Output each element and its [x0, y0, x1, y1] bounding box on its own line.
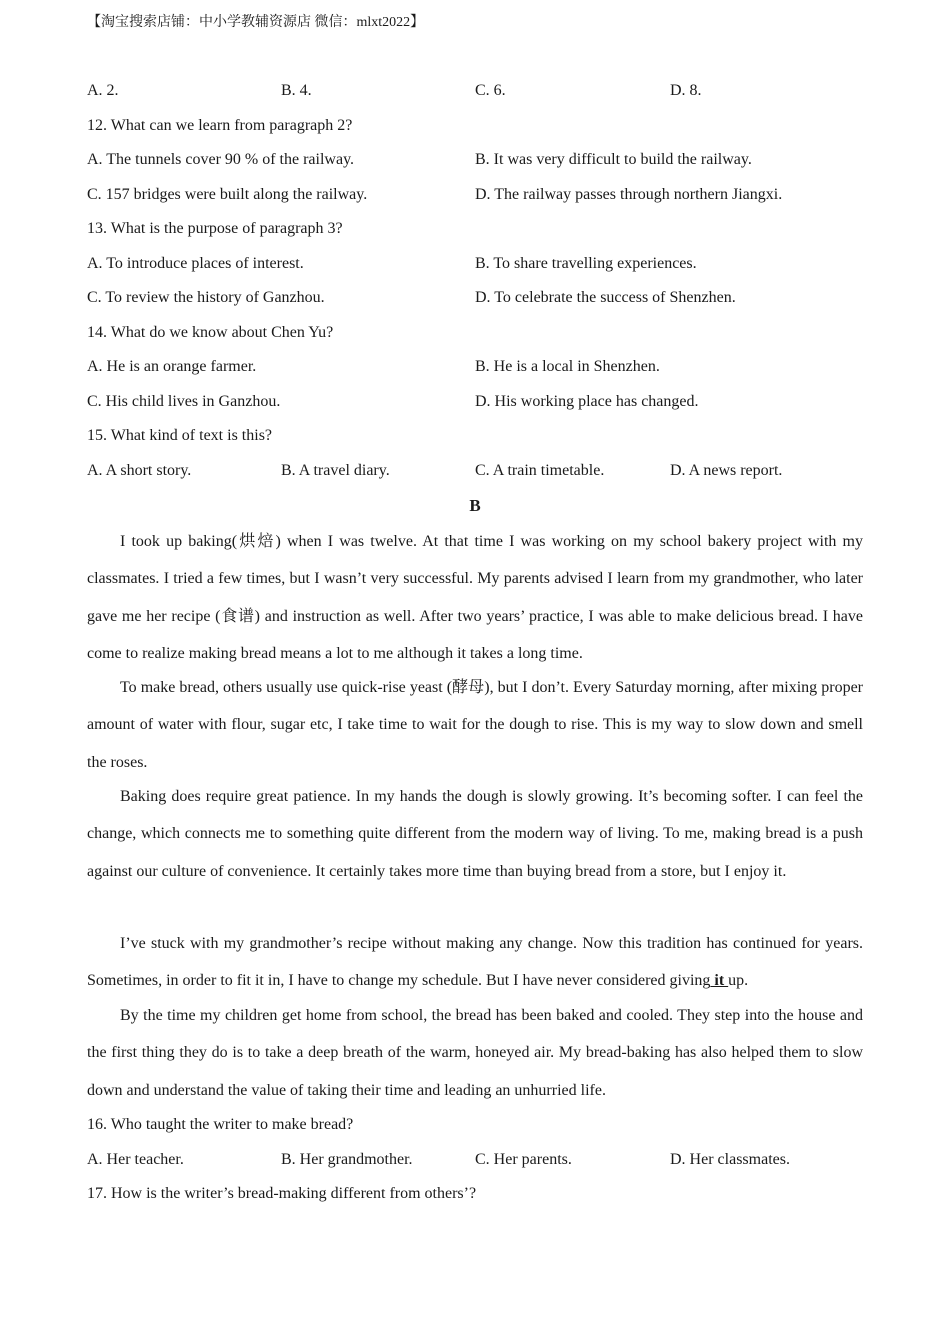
page-header: 【淘宝搜索店铺：中小学教辅资源店 微信：mlxt2022】	[87, 15, 425, 30]
q16-option-c: C. Her parents.	[475, 1151, 572, 1168]
q12-option-b: B. It was very difficult to build the railway.	[475, 151, 752, 168]
passage-paragraph-3: Baking does require great patience. In my hands the dough is slowly growing. It’s becoming softer. I can feel the change, which connects me to something quite different from the modern way of living. To me, making bread is a push against our culture of convenience. It certainly takes more time than buying bread from a store, but I enjoy it.	[87, 788, 863, 880]
q11-option-b: B. 4.	[281, 82, 312, 99]
q13-options-row2	[87, 287, 863, 309]
q11-option-d: D. 8.	[670, 82, 702, 99]
underlined-it: it	[710, 972, 729, 990]
q13-option-b: B. To share travelling experiences.	[475, 255, 697, 272]
q11-option-c: C. 6.	[475, 82, 506, 99]
q17-question: 17. How is the writer’s bread-making different from others’?	[87, 1185, 477, 1202]
q15-option-d: D. A news report.	[670, 462, 783, 479]
q13-option-a: A. To introduce places of interest.	[87, 255, 304, 272]
q12-options-row2	[87, 184, 863, 206]
q14-option-b: B. He is a local in Shenzhen.	[475, 358, 660, 375]
q14-option-d: D. His working place has changed.	[475, 393, 699, 410]
q12-option-a: A. The tunnels cover 90 % of the railway.	[87, 151, 355, 168]
q16-option-d: D. Her classmates.	[670, 1151, 790, 1168]
q11-option-a: A. 2.	[87, 82, 119, 99]
q16-option-a: A. Her teacher.	[87, 1151, 184, 1168]
q12-option-d: D. The railway passes through northern Jiangxi.	[475, 186, 783, 203]
passage-paragraph-2: To make bread, others usually use quick-rise yeast (酵母), but I don’t. Every Saturday morning, after mixing proper amount of water with flour, sugar etc, I take time to wait for the dough to rise. This is my way to slow down and smell the roses.	[87, 679, 863, 771]
q13-options-row1	[87, 253, 863, 275]
q14-option-c: C. His child lives in Ganzhou.	[87, 393, 281, 410]
q14-question: 14. What do we know about Chen Yu?	[87, 324, 334, 341]
q12-options-row1	[87, 149, 863, 171]
section-b-title: B	[469, 496, 481, 515]
q12-question: 12. What can we learn from paragraph 2?	[87, 117, 353, 134]
q11-options	[87, 80, 863, 102]
paragraph-4-end: up.	[728, 972, 749, 990]
passage-paragraph-1: I took up baking(烘焙) when I was twelve. At that time I was working on my school bakery project with my classmates. I tried a few times, but I wasn’t very successful. My parents advised I learn from my grandmother, who later gave me her recipe (食谱) and instruction as well. After two years’ practice, I was able to make delicious bread. I have come to realize making bread means a lot to me although it takes a long time.	[87, 533, 863, 662]
q14-options-row1	[87, 356, 863, 378]
q16-options	[87, 1149, 863, 1171]
paragraph-4-text: I’ve stuck with my grandmother’s recipe without making any change. Now this tradition has continued for years. Sometimes, in order to fit it in, I have to change my schedule. But I have never considered giving	[87, 935, 863, 990]
q13-option-d: D. To celebrate the success of Shenzhen.	[475, 289, 736, 306]
q13-option-c: C. To review the history of Ganzhou.	[87, 289, 325, 306]
q16-question: 16. Who taught the writer to make bread?	[87, 1116, 354, 1133]
q12-option-c: C. 157 bridges were built along the railway.	[87, 186, 368, 203]
q16-option-b: B. Her grandmother.	[281, 1151, 413, 1168]
q15-options	[87, 460, 863, 482]
q13-question: 13. What is the purpose of paragraph 3?	[87, 220, 343, 237]
q15-option-b: B. A travel diary.	[281, 462, 390, 479]
q15-option-a: A. A short story.	[87, 462, 192, 479]
passage-paragraph-5: By the time my children get home from school, the bread has been baked and cooled. They step into the house and the first thing they do is to take a deep breath of the warm, honeyed air. My bread-baking has also helped them to slow down and understand the value of taking their time and leading an unhurried life.	[87, 1007, 863, 1099]
q14-options-row2	[87, 391, 863, 413]
q15-question: 15. What kind of text is this?	[87, 427, 273, 444]
passage-paragraph-4	[87, 925, 863, 1000]
q14-option-a: A. He is an orange farmer.	[87, 358, 257, 375]
q15-option-c: C. A train timetable.	[475, 462, 605, 479]
